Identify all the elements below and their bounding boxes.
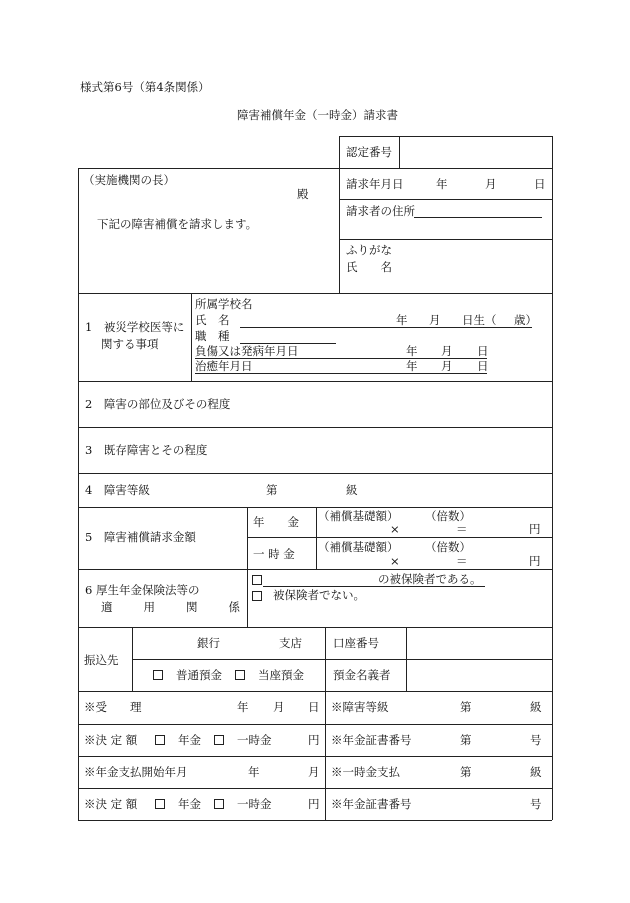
sec5-label: 5 障害補償請求金額 xyxy=(85,530,196,544)
cert-no-go: 号 xyxy=(530,733,542,747)
injury-date-label: 負傷又は発病年月日 xyxy=(195,344,299,358)
decision-amount-label-2: ※決 定 額 xyxy=(84,797,138,811)
annuity-equals: ＝ xyxy=(456,522,468,536)
dono: 殿 xyxy=(297,187,309,201)
insured-field[interactable] xyxy=(263,586,485,587)
branch-label: 支店 xyxy=(279,636,302,650)
decision-annuity-checkbox-2[interactable] xyxy=(155,799,165,809)
start-year: 年 xyxy=(248,765,260,779)
sec4-label: 4 障害等級 xyxy=(85,483,150,497)
lump-times: × xyxy=(390,554,400,568)
sec1-label-2: 関する事項 xyxy=(101,337,159,351)
bank-label: 銀行 xyxy=(197,636,220,650)
grade-dai: 第 xyxy=(266,483,278,497)
receipt-label: ※受 理 xyxy=(84,700,142,714)
addressee: （実施機関の長） xyxy=(83,173,175,187)
office-grade-dai: 第 xyxy=(460,700,472,714)
not-insured-checkbox[interactable] xyxy=(252,591,262,601)
sec3-label: 3 既存障害とその程度 xyxy=(85,443,208,457)
decision-lump-label: 一時金 xyxy=(237,733,272,747)
job-label: 職 種 xyxy=(195,329,230,343)
claimant-name-label: 氏 名 xyxy=(346,260,392,274)
lump-yen: 円 xyxy=(529,554,541,568)
injury-year: 年 xyxy=(406,344,418,358)
cert-number-field[interactable] xyxy=(400,137,551,167)
decision-lump-checkbox-2[interactable] xyxy=(214,799,224,809)
request-date-day: 日 xyxy=(534,177,546,191)
lump-sum-label: 一 時 金 xyxy=(253,547,295,561)
cert-no-label-2: ※年金証書番号 xyxy=(331,797,412,811)
decision-yen: 円 xyxy=(308,733,320,747)
not-insured-text: 被保険者でない。 xyxy=(273,588,365,602)
ordinary-deposit-checkbox[interactable] xyxy=(153,670,163,680)
cert-no-dai: 第 xyxy=(460,733,472,747)
lump-equals: ＝ xyxy=(456,554,468,568)
sec1-label-1: 1 被災学校医等に xyxy=(85,320,185,334)
insured-checkbox[interactable] xyxy=(252,575,262,585)
decision-annuity-checkbox[interactable] xyxy=(155,735,165,745)
lump-pay-kyu: 級 xyxy=(530,765,542,779)
annuity-times: × xyxy=(390,522,400,536)
decision-annuity-label: 年金 xyxy=(178,733,201,747)
cure-date-label: 治癒年月日 xyxy=(195,359,253,373)
receipt-month: 月 xyxy=(273,700,285,714)
office-grade-label: ※障害等級 xyxy=(331,700,389,714)
cert-no-label: ※年金証書番号 xyxy=(331,733,412,747)
account-number-label: 口座番号 xyxy=(333,636,379,650)
furigana-label: ふりがな xyxy=(346,243,392,257)
request-date-month: 月 xyxy=(485,177,497,191)
document-title: 障害補償年金（一時金）請求書 xyxy=(237,108,398,122)
decision-lump-label-2: 一時金 xyxy=(237,797,272,811)
age-label: 歳） xyxy=(514,313,537,327)
sec6-label-1: 6 厚生年金保険法等の xyxy=(85,583,200,597)
request-date-label: 請求年月日 xyxy=(346,177,404,191)
start-date-label: ※年金支払開始年月 xyxy=(84,765,188,779)
cure-year: 年 xyxy=(406,359,418,373)
current-deposit-label: 当座預金 xyxy=(258,668,304,682)
decision-annuity-label-2: 年金 xyxy=(178,797,201,811)
cert-no-go-2: 号 xyxy=(530,797,542,811)
injury-month: 月 xyxy=(441,344,453,358)
cure-month: 月 xyxy=(441,359,453,373)
annuity-label: 年 金 xyxy=(253,515,299,529)
school-label: 所属学校名 xyxy=(195,297,253,311)
receipt-year: 年 xyxy=(237,700,249,714)
account-holder-label: 預金名義者 xyxy=(333,668,391,682)
birth-year: 年 xyxy=(396,313,408,327)
insured-text: の被保険者である。 xyxy=(378,572,482,586)
grade-kyu: 級 xyxy=(346,483,358,497)
cure-day: 日 xyxy=(477,359,489,373)
victim-name-field[interactable] xyxy=(240,327,532,328)
sec2-label: 2 障害の部位及びその程度 xyxy=(85,397,231,411)
decision-amount-label: ※決 定 額 xyxy=(84,733,138,747)
request-text: 下記の障害補償を請求します。 xyxy=(97,217,258,231)
decision-lump-checkbox[interactable] xyxy=(214,735,224,745)
annuity-yen: 円 xyxy=(529,522,541,536)
annuity-multiplier-label: （倍数） xyxy=(425,509,471,523)
address-label: 請求者の住所 xyxy=(346,204,415,218)
request-date-year: 年 xyxy=(436,177,448,191)
sec6-label-2: 適 用 関 係 xyxy=(101,600,240,614)
start-month: 月 xyxy=(308,765,320,779)
office-grade-kyu: 級 xyxy=(530,700,542,714)
lump-pay-label: ※一時金支払 xyxy=(331,765,400,779)
decision-yen-2: 円 xyxy=(308,797,320,811)
current-deposit-checkbox[interactable] xyxy=(235,670,245,680)
receipt-day: 日 xyxy=(308,700,320,714)
ordinary-deposit-label: 普通預金 xyxy=(176,668,222,682)
cure-date-field[interactable] xyxy=(195,373,487,374)
birth-month: 月 xyxy=(429,313,441,327)
address-field[interactable] xyxy=(414,217,542,218)
lump-multiplier-label: （倍数） xyxy=(425,540,471,554)
lump-base-label: （補償基礎額） xyxy=(318,540,399,554)
cert-number-label: 認定番号 xyxy=(346,145,392,159)
injury-day: 日 xyxy=(477,344,489,358)
annuity-base-label: （補償基礎額） xyxy=(318,509,399,523)
transfer-label: 振込先 xyxy=(84,653,119,667)
form-number: 様式第6号（第4条関係） xyxy=(80,80,210,94)
lump-pay-dai: 第 xyxy=(460,765,472,779)
birth-day: 日生（ xyxy=(462,313,497,327)
victim-name-label: 氏 名 xyxy=(195,313,230,327)
